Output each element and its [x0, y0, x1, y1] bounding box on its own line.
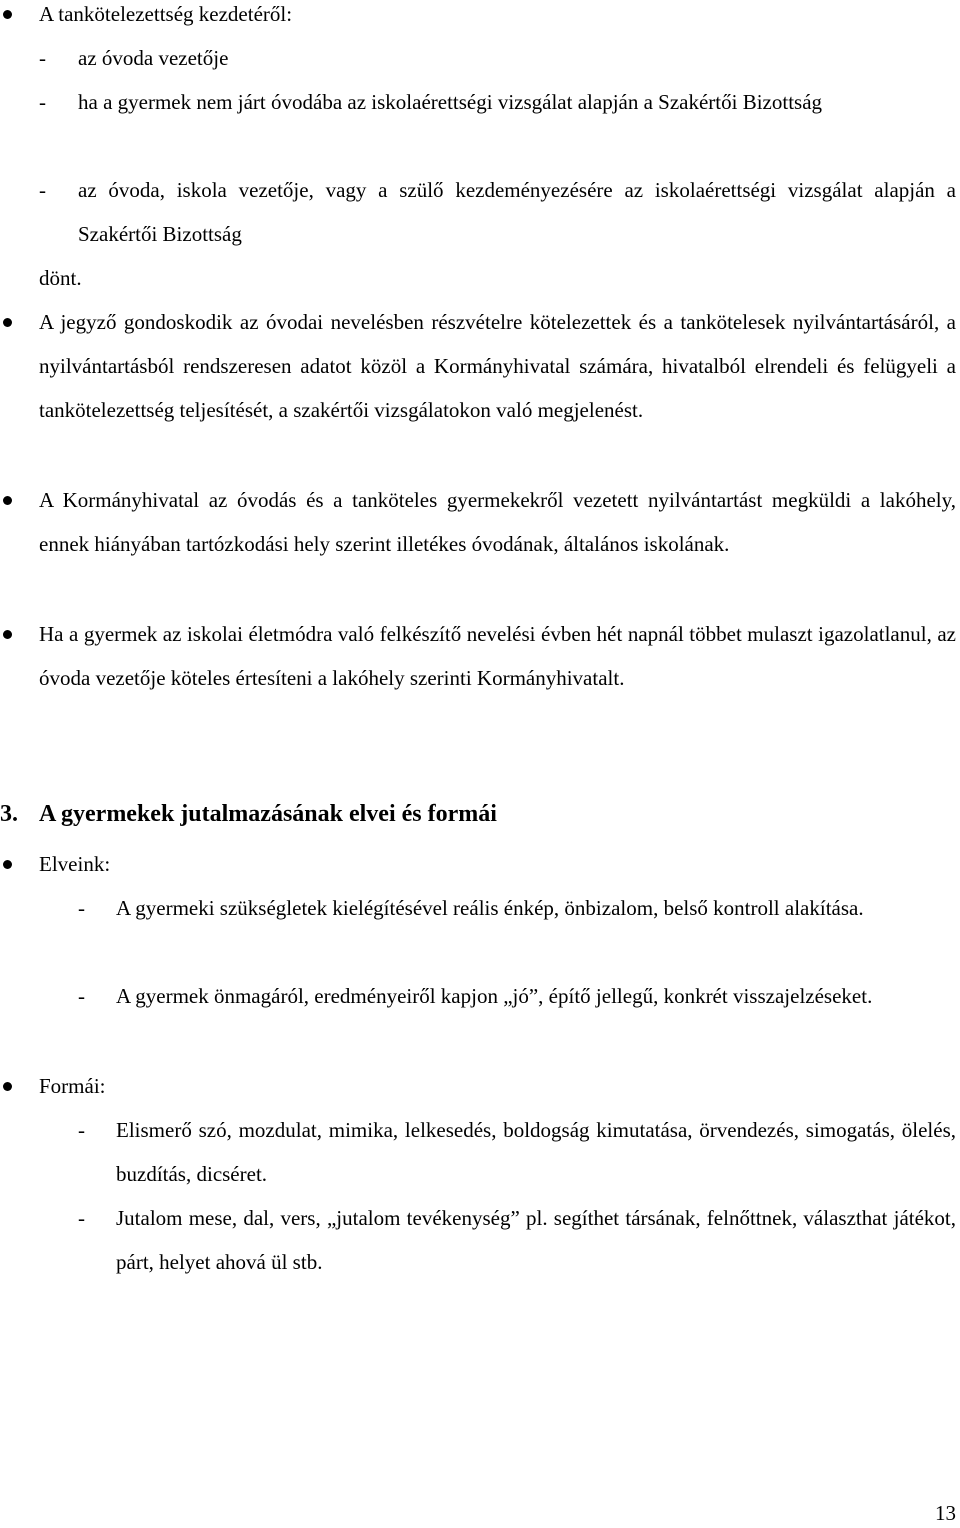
section-number: 3. — [0, 801, 18, 827]
forms-block — [0, 1064, 956, 1108]
paragraph-notary — [0, 300, 956, 432]
bullet-dot — [3, 630, 12, 639]
form-text: Jutalom mese, dal, vers, „jutalom tevékenység” pl. segíthet társának, felnőttnek, választhat játékot, párt, helyet ahová ül stb. — [116, 1206, 956, 1274]
forms-label: Formái: — [39, 1074, 106, 1098]
bullet-dot — [3, 318, 12, 327]
paragraph-government-office — [0, 478, 956, 566]
dash-marker: - — [78, 1118, 85, 1142]
dash-item-3 — [39, 168, 956, 256]
bullet-dot — [3, 1082, 12, 1091]
bullet-dot — [3, 496, 12, 505]
section-heading — [0, 792, 497, 836]
paragraph-text: A jegyző gondoskodik az óvodai nevelésben részvételre kötelezettek és a tankötelesek nyilvántartásáról, a nyilvántartásból rendszeresen adatot közöl a Kormányhivatal számára, hivatalból elrendeli és felügyeli a tankötelezettség teljesítését, a szakértői vizsgálatokon való megjelenést. — [39, 310, 956, 422]
dash-item-2 — [39, 80, 956, 124]
bullet-dot — [3, 860, 12, 869]
dash-item-text: az óvoda vezetője — [78, 46, 229, 70]
form-item-2 — [78, 1196, 956, 1284]
school-start-intro: A tankötelezettség kezdetéről: — [39, 2, 293, 26]
form-item-1 — [78, 1108, 956, 1196]
principle-text: A gyermeki szükségletek kielégítésével reális énkép, önbizalom, belső kontroll alakítása. — [116, 896, 864, 920]
dash-marker: - — [39, 46, 46, 70]
paragraph-absence — [0, 612, 956, 700]
dash-marker: - — [78, 896, 85, 920]
dash-marker: - — [39, 178, 46, 202]
paragraph-text: A Kormányhivatal az óvodás és a tanköteles gyermekekről vezetett nyilvántartást megküldi a lakóhely, ennek hiányában tartózkodási hely szerint illetékes óvodának, általános iskolának. — [39, 488, 956, 556]
dash-item-text: az óvoda, iskola vezetője, vagy a szülő kezdeményezésére az iskolaérettségi vizsgálat alapján a Szakértői Bizottság — [78, 178, 956, 246]
principle-item-2 — [78, 974, 956, 1018]
dash-marker: - — [78, 984, 85, 1008]
dash-item-1 — [39, 36, 956, 80]
dash-marker: - — [39, 90, 46, 114]
form-text: Elismerő szó, mozdulat, mimika, lelkesedés, boldogság kimutatása, örvendezés, simogatás, ölelés, buzdítás, dicséret. — [116, 1118, 956, 1186]
principles-block — [0, 842, 956, 886]
school-start-closing: dönt. — [39, 266, 82, 290]
principle-text: A gyermek önmagáról, eredményeiről kapjon „jó”, építő jellegű, konkrét visszajelzéseket. — [116, 984, 873, 1008]
bullet-dot — [3, 10, 12, 19]
principle-item-1 — [78, 886, 956, 930]
paragraph-text: Ha a gyermek az iskolai életmódra való felkészítő nevelési évben hét napnál többet mulaszt igazolatlanul, az óvoda vezetője köteles értesíteni a lakóhely szerinti Kormányhivatalt. — [39, 622, 956, 690]
page-number: 13 — [935, 1501, 956, 1525]
dash-marker: - — [78, 1206, 85, 1230]
section-title: A gyermekek jutalmazásának elvei és formái — [39, 801, 497, 827]
bullet-school-start — [0, 0, 956, 36]
dash-item-text: ha a gyermek nem járt óvodába az iskolaérettségi vizsgálat alapján a Szakértői Bizottság — [78, 90, 823, 114]
principles-label: Elveink: — [39, 852, 111, 876]
